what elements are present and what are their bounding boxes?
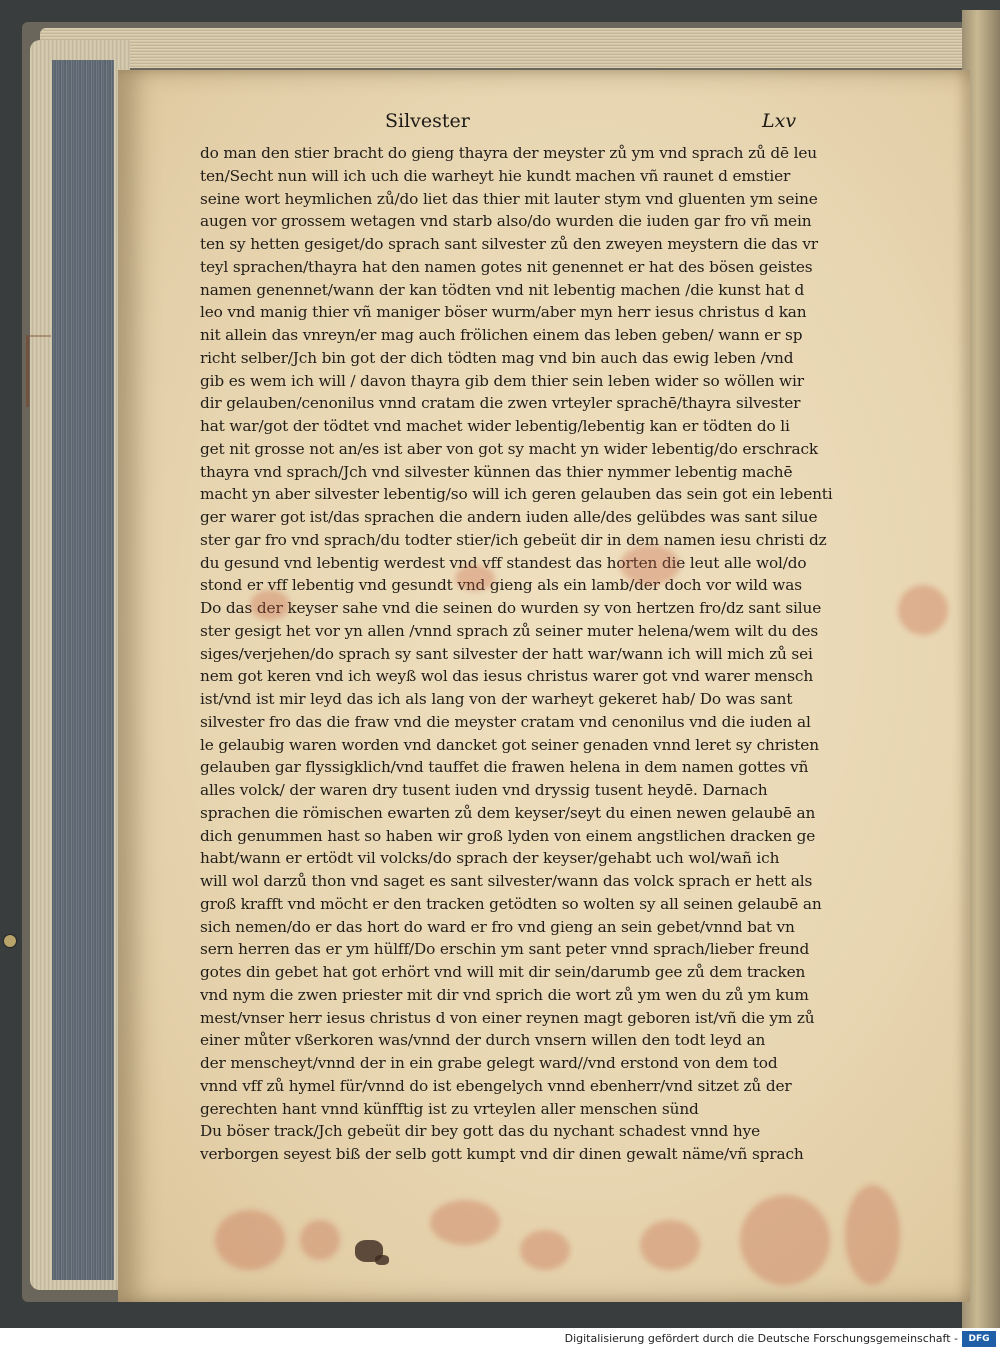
text-line: sich nemen/do er das hort do ward er fro vnd gieng an sein gebet/vnnd bat vn	[200, 917, 795, 936]
text-line: ster gar fro vnd sprach/du todter stier/ich gebeüt dir in dem namen iesu christi dz	[200, 530, 827, 549]
stain	[430, 1200, 500, 1245]
text-line: Do das der keyser sahe vnd die seinen do wurden sy von hertzen fro/dz sant silue	[200, 599, 822, 617]
footer-credit: Digitalisierung gefördert durch die Deutsche Forschungsgemeinschaft -	[564, 1332, 958, 1345]
text-line: groß krafft vnd möcht er den tracken getödten so wolten sy all seinen gelaubē an	[200, 894, 822, 913]
text-line: le gelaubig waren worden vnd dancket got seiner genaden vnnd leret sy christen	[200, 735, 819, 754]
text-line: macht yn aber silvester lebentig/so will ich geren gelauben das sein got ein lebenti	[200, 485, 833, 504]
text-line: vnd nym die zwen priester mit dir vnd sprich die wort zů ym wen du zů ym kum	[200, 985, 809, 1004]
dfg-logo: DFG	[962, 1331, 996, 1347]
text-line: hat war/got der tödtet vnd machet wider lebentig/lebentig kan er tödten do li	[200, 417, 790, 435]
text-line: stond er vff lebentig vnd gesundt vnd gieng als ein lamb/der doch vor wild was	[200, 576, 802, 595]
text-line: nem got keren vnd ich weyß wol das iesus christus warer got vnd warer mensch	[200, 667, 814, 686]
text-line: habt/wann er ertödt vil volcks/do sprach der keyser/gehabt uch wol/wañ ich	[200, 849, 780, 868]
text-line: nit allein das vnreyn/er mag auch frölichen einem das leben geben/ wann er sp	[200, 326, 803, 344]
text-line: will wol darzů thon vnd saget es sant silvester/wann das volck sprach er hett als	[200, 872, 813, 890]
text-line: siges/verjehen/do sprach sy sant silvester der hatt war/wann ich will mich zů sei	[200, 644, 813, 663]
text-line: gib es wem ich will / davon thayra gib dem thier sein leben wider so wöllen wir	[200, 371, 804, 390]
text-line: augen vor grossem wetagen vnd starb also/do wurden die iuden gar fro vñ mein	[200, 212, 812, 231]
text-line: ger warer got ist/das sprachen die andern iuden alle/des gelübdes was sant silue	[200, 508, 818, 526]
folio-number: Lxv	[762, 110, 797, 132]
text-line: ster gesigt het vor yn allen /vnnd sprach zů seiner muter helena/wem wilt du des	[200, 621, 819, 640]
text-line: mest/vnser herr iesus christus d von einer reynen magt geboren ist/vñ die ym zů	[200, 1008, 815, 1027]
text-line: do man den stier bracht do gieng thayra der meyster zů ym vnd sprach zů dē leu	[200, 144, 818, 162]
text-line: du gesund vnd lebentig werdest vnd vff standest das horten die leut alle wol/do	[200, 553, 807, 572]
stain	[845, 1185, 900, 1285]
text-line: ten sy hetten gesiget/do sprach sant silvester zů den zweyen meystern die das vr	[200, 235, 818, 253]
text-line: silvester fro das die fraw vnd die meyster cratam vnd cenonilus vnd die iuden al	[200, 712, 811, 731]
text-line: thayra vnd sprach/Jch vnd silvester künnen das thier nymmer lebentig machē	[200, 462, 793, 481]
text-line: gelauben gar flyssigklich/vnd tauffet die frawen helena in dem namen gottes vñ	[200, 758, 809, 777]
text-line: teyl sprachen/thayra hat den namen gotes nit genennet er hat des bösen geistes	[200, 257, 813, 276]
text-line: seine wort heymlichen zů/do liet das thier mit lauter stym vnd gluenten ym seine	[200, 189, 818, 208]
clasp-icon	[4, 935, 16, 947]
stain	[215, 1210, 285, 1270]
text-line: ist/vnd ist mir leyd das ich als lang von der warheyt gekeret hab/ Do was sant	[200, 690, 793, 708]
stain	[740, 1195, 830, 1285]
text-line: get nit grosse not an/es ist aber von got sy macht yn wider lebentig/do erschrack	[200, 439, 818, 458]
stain	[300, 1220, 340, 1260]
text-line: sern herren das er ym hülff/Do erschin ym sant peter vnnd sprach/lieber freund	[200, 940, 810, 959]
text-line: Du böser track/Jch gebeüt dir bey gott das du nychant schadest vnnd hye	[200, 1122, 760, 1141]
stain	[640, 1220, 700, 1270]
text-line: dir gelauben/cenonilus vnnd cratam die zwen vrteyler sprachē/thayra silvester	[200, 394, 801, 413]
text-line: ten/Secht nun will ich uch die warheyt hie kundt machen vñ raunet d emstier	[200, 166, 791, 185]
stain	[520, 1230, 570, 1270]
text-line: sprachen die römischen ewarten zů dem keyser/seyt du einen newen gelaubē an	[200, 803, 816, 822]
stain	[620, 545, 680, 585]
stain	[898, 585, 948, 635]
running-title: Silvester	[385, 110, 470, 132]
stain	[455, 565, 495, 591]
stain	[250, 590, 290, 620]
text-line: leo vnd manig thier vñ maniger böser wurm/aber myn herr iesus christus d kan	[200, 303, 807, 322]
text-line: richt selber/Jch bin got der dich tödten mag vnd bin auch das ewig leben /vnd	[200, 348, 794, 367]
text-line: einer můter vßerkoren was/vnnd der durch vnsern willen den todt leyd an	[200, 1031, 766, 1050]
text-line: verborgen seyest biß der selb gott kumpt vnd dir dinen gewalt näme/vñ sprach	[200, 1145, 804, 1163]
text-line: vnnd vff zů hymel für/vnnd do ist ebengelych vnnd ebenherr/vnd sitzet zů der	[200, 1076, 792, 1095]
page-top-edges	[40, 28, 970, 68]
footer-bar	[0, 1328, 1000, 1351]
text-line: alles volck/ der waren dry tusent iuden vnd dryssig tusent heydē. Darnach	[200, 781, 768, 799]
ink-blot	[375, 1255, 389, 1265]
text-line: der menscheyt/vnnd der in ein grabe gelegt ward//vnd erstond von dem tod	[200, 1054, 778, 1072]
margin-annotation	[26, 335, 51, 407]
text-line: gerechten hant vnnd künfftig ist zu vrteylen aller menschen sünd	[200, 1099, 699, 1118]
text-line: gotes din gebet hat got erhört vnd will mit dir sein/darumb gee zů dem tracken	[200, 963, 806, 981]
text-line: namen genennet/wann der kan tödten vnd nit lebentig machen /die kunst hat d	[200, 280, 805, 299]
text-line: dich genummen hast so haben wir groß lyden von einem angstlichen dracken ge	[200, 826, 816, 845]
fore-edge	[52, 60, 114, 1280]
